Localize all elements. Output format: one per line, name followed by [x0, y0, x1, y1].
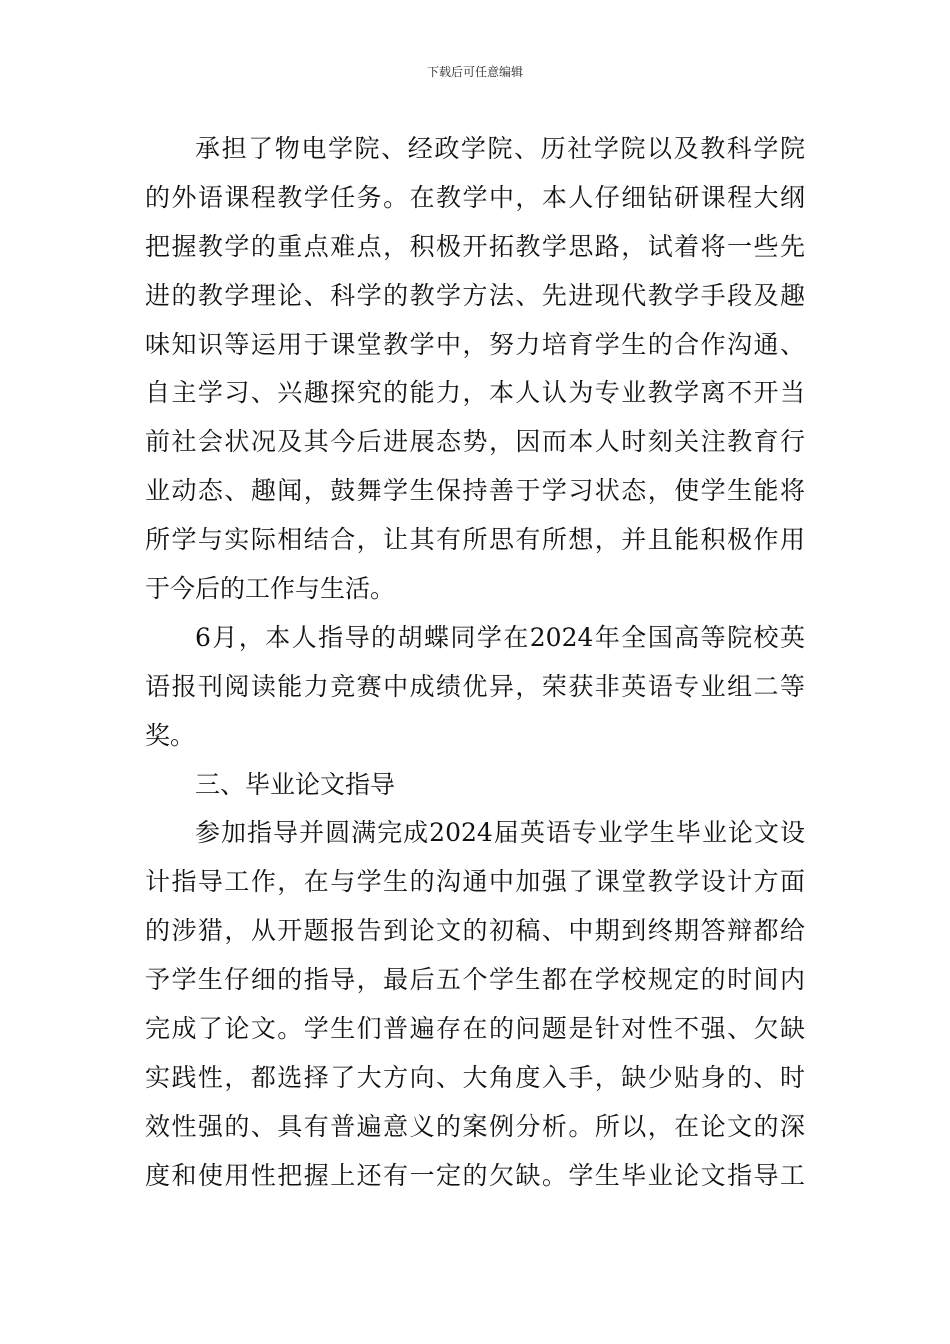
text-line: 计指导工作，在与学生的沟通中加强了课堂教学设计方面	[145, 867, 805, 897]
text-line: 所学与实际相结合，让其有所思有所想，并且能积极作用	[145, 525, 805, 555]
text-line: 的外语课程教学任务。在教学中，本人仔细钻研课程大纲	[145, 182, 805, 212]
text-line: 语报刊阅读能力竞赛中成绩优异，荣获非英语专业组二等	[145, 671, 805, 701]
text-line: 参加指导并圆满完成2024届英语专业学生毕业论文设	[195, 818, 805, 848]
text-line: 6月，本人指导的胡蝶同学在2024年全国高等院校英	[195, 622, 805, 652]
text-line: 味知识等运用于课堂教学中，努力培育学生的合作沟通、	[145, 329, 805, 359]
text-line: 度和使用性把握上还有一定的欠缺。学生毕业论文指导工	[145, 1160, 805, 1190]
section-heading: 三、毕业论文指导	[195, 769, 396, 799]
text-line: 前社会状况及其今后进展态势，因而本人时刻关注教育行	[145, 427, 805, 457]
text-line: 进的教学理论、科学的教学方法、先进现代教学手段及趣	[145, 280, 805, 310]
text-line: 实践性，都选择了大方向、大角度入手，缺少贴身的、时	[145, 1062, 805, 1092]
text-line: 于今后的工作与生活。	[145, 574, 396, 604]
text-line: 承担了物电学院、经政学院、历社学院以及教科学院	[195, 134, 805, 163]
document-body	[145, 125, 805, 1201]
text-line: 把握教学的重点难点，积极开拓教学思路，试着将一些先	[145, 231, 805, 261]
text-line: 业动态、趣闻，鼓舞学生保持善于学习状态，使学生能将	[145, 476, 805, 506]
text-line: 予学生仔细的指导，最后五个学生都在学校规定的时间内	[145, 965, 805, 995]
text-line: 完成了论文。学生们普遍存在的问题是针对性不强、欠缺	[145, 1014, 805, 1044]
text-line: 奖。	[145, 720, 196, 750]
text-line: 效性强的、具有普遍意义的案例分析。所以，在论文的深	[145, 1111, 805, 1141]
text-line: 自主学习、兴趣探究的能力，本人认为专业教学离不开当	[145, 378, 805, 408]
page-header: 下载后可任意编辑	[426, 65, 523, 79]
text-line: 的涉猎，从开题报告到论文的初稿、中期到终期答辩都给	[145, 916, 805, 946]
